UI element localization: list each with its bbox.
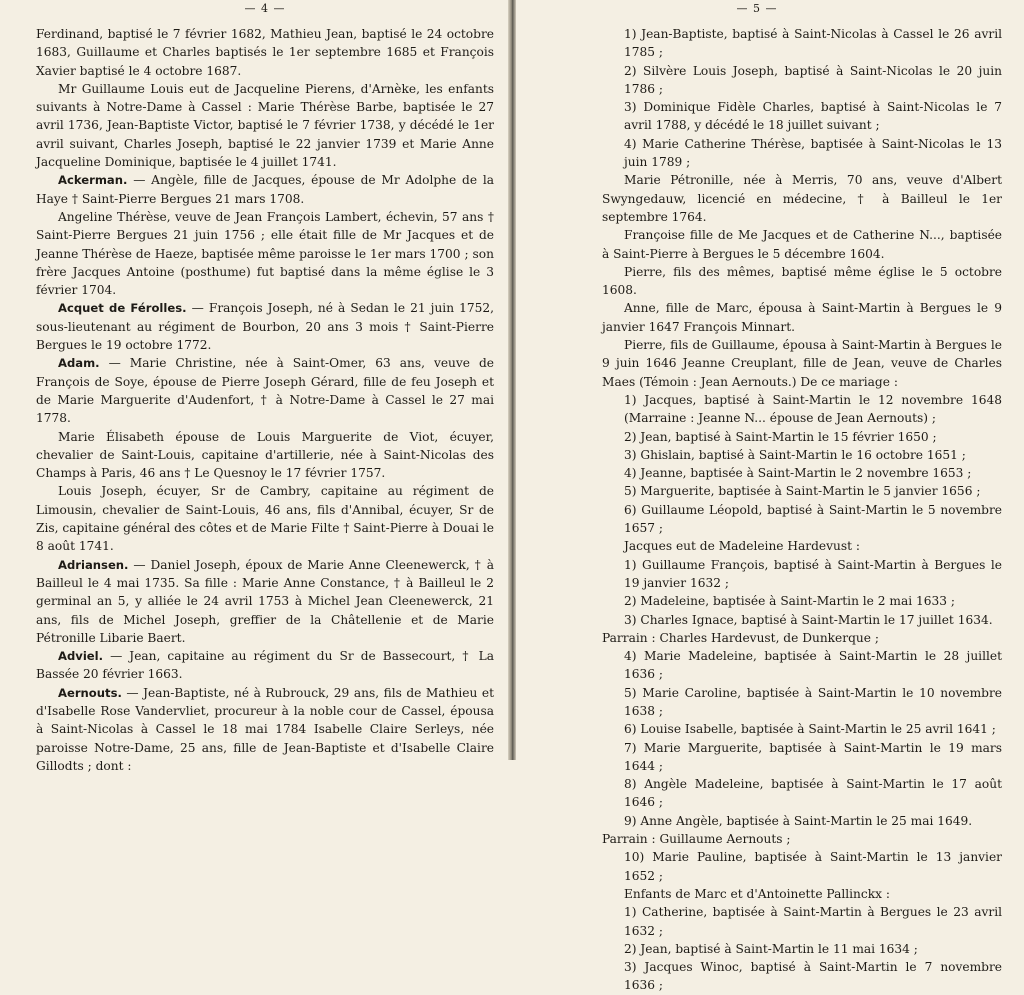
left-page-body (36, 25, 494, 775)
right-page-paragraph (602, 135, 1002, 172)
paragraph-text: 3) Dominique Fidèle Charles, baptisé à Saint-Nicolas le 7 avril 1788, y décédé le 18 juillet suivant ; (624, 100, 1002, 133)
right-page-paragraph (602, 958, 1002, 995)
right-page-paragraph (602, 98, 1002, 135)
right-page-paragraph (602, 336, 1002, 391)
paragraph-text: — Jean, capitaine au régiment du Sr de Bassecourt, † La Bassée 20 février 1663. (36, 649, 494, 682)
entry-heading: Aernouts. (58, 685, 122, 700)
paragraph-text: 1) Guillaume François, baptisé à Saint-Martin à Bergues le 19 janvier 1632 ; (624, 557, 1002, 590)
paragraph-text: — Angèle, fille de Jacques, épouse de Mr Adolphe de la Haye † Saint-Pierre Bergues 21 mars 1708. (36, 173, 494, 206)
paragraph-text: Parrain : Guillaume Aernouts ; (602, 832, 791, 847)
right-page-paragraph (602, 446, 1002, 464)
paragraph-text: 3) Charles Ignace, baptisé à Saint-Martin le 17 juillet 1634. (624, 612, 993, 627)
paragraph-text: 6) Louise Isabelle, baptisée à Saint-Martin le 25 avril 1641 ; (624, 722, 996, 737)
paragraph-text: — François Joseph, né à Sedan le 21 juin 1752, sous-lieutenant au régiment de Bourbon, 20 ans 3 mois † Saint-Pierre Bergues le 19 octobre 1772. (36, 301, 495, 353)
right-page-paragraph (602, 775, 1002, 812)
paragraph-text: Enfants de Marc et d'Antoinette Pallinckx : (624, 886, 890, 901)
paragraph-text: Louis Joseph, écuyer, Sr de Cambry, capitaine au régiment de Limousin, chevalier de Saint-Louis, 46 ans, fils d'Annibal, écuyer, Sr de Zis, capitaine général des côtes et de Marie Filte † Saint-Pierre à Douai le 8 août 1741. (36, 484, 494, 554)
paragraph-text: 2) Jean, baptisé à Saint-Martin le 11 mai 1634 ; (624, 941, 918, 956)
paragraph-text: 5) Marguerite, baptisée à Saint-Martin le 5 janvier 1656 ; (624, 484, 981, 499)
entry-heading: Ackerman. (58, 173, 128, 188)
paragraph-text: 10) Marie Pauline, baptisée à Saint-Martin le 13 janvier 1652 ; (624, 850, 1002, 883)
right-page-paragraph (602, 62, 1002, 99)
right-page-paragraph (602, 629, 1002, 647)
paragraph-text: Marie Pétronille, née à Merris, 70 ans, veuve d'Albert Swyngedauw, licencié en médecine, † à Bailleul le 1er septembre 1764. (602, 173, 1002, 224)
paragraph-text: 5) Marie Caroline, baptisée à Saint-Martin le 10 novembre 1638 ; (624, 685, 1002, 718)
paragraph-text: Parrain : Charles Hardevust, de Dunkerque ; (602, 630, 879, 645)
right-page-paragraph (602, 263, 1002, 300)
paragraph-text: 1) Catherine, baptisée à Saint-Martin à Bergues le 23 avril 1632 ; (624, 905, 1002, 938)
paragraph-text: 6) Guillaume Léopold, baptisé à Saint-Martin le 5 novembre 1657 ; (624, 502, 1002, 536)
left-page-paragraph (36, 208, 494, 299)
left-page-paragraph (36, 428, 494, 483)
paragraph-text: 3) Jacques Winoc, baptisé à Saint-Martin le 7 novembre 1636 ; (624, 960, 1002, 993)
entry-heading: Adam. (58, 356, 100, 371)
paragraph-text: — Daniel Joseph, époux de Marie Anne Cleenewerck, † à Bailleul le 4 mai 1735. Sa fille : Marie Anne Constance, † à Bailleul le 2 germinal an 5, y alliée le 24 avril 1753 à Michel Jean Cleenewerck, 21 ans, fils de Michel Joseph, greffier de la Châtellenie et de Marie Pétronille Libarie Baert. (36, 557, 494, 645)
right-page-paragraph (602, 903, 1002, 940)
paragraph-text: 1) Jacques, baptisé à Saint-Martin le 12 novembre 1648 (Marraine : Jeanne N... épouse de Jean Aernouts) ; (624, 392, 1002, 426)
paragraph-text: 9) Anne Angèle, baptisée à Saint-Martin le 25 mai 1649. (624, 813, 973, 828)
entry-heading: Acquet de Férolles. (58, 301, 187, 316)
paragraph-text: 4) Marie Madeleine, baptisée à Saint-Martin le 28 juillet 1636 ; (624, 649, 1002, 682)
page-number-right: — 5 — (736, 2, 778, 15)
right-page-paragraph (602, 940, 1002, 958)
paragraph-text: Pierre, fils de Guillaume, épousa à Saint-Martin à Bergues le 9 juin 1646 Jeanne Creuplant, fille de Jean, veuve de Charles Maes (Témoin : Jean Aernouts.) De ce mariage : (602, 338, 1002, 389)
left-page-paragraph (36, 25, 494, 80)
paragraph-text: Mr Guillaume Louis eut de Jacqueline Pierens, d'Arnèke, les enfants suivants à Notre-Dame à Cassel : Marie Thérèse Barbe, baptisée le 27 avril 1736, Jean-Baptiste Victor, baptisé le 7 février 1738, y décédé le 1er avril suivant, Charles Joseph, baptisé le 22 janvier 1739 et Marie Anne Jacqueline Dominique, baptisée le 4 juillet 1741. (36, 81, 494, 170)
left-page-paragraph (36, 80, 494, 171)
right-page-paragraph (602, 611, 1002, 629)
paragraph-text: — Jean-Baptiste, né à Rubrouck, 29 ans, fils de Mathieu et d'Isabelle Rose Vandervliet, procureur à la noble cour de Cassel, épousa à Saint-Nicolas à Cassel le 18 mai 1784 Isabelle Claire Serleys, née paroisse Notre-Dame, 25 ans, fille de Jean-Baptiste et d'Isabelle Claire Gillodts ; dont : (36, 685, 494, 773)
right-page-paragraph (602, 501, 1002, 538)
left-page (0, 0, 508, 773)
right-page-paragraph (602, 537, 1002, 555)
right-page (508, 0, 1024, 993)
right-page-paragraph (602, 812, 1002, 830)
paragraph-text: 7) Marie Marguerite, baptisée à Saint-Martin le 19 mars 1644 ; (624, 740, 1002, 773)
entry-heading: Adriansen. (58, 557, 129, 572)
paragraph-text: 2) Silvère Louis Joseph, baptisé à Saint-Nicolas le 20 juin 1786 ; (624, 63, 1002, 96)
right-page-paragraph (602, 647, 1002, 684)
right-page-paragraph (602, 171, 1002, 226)
right-page-paragraph (602, 556, 1002, 593)
paragraph-text: 2) Madeleine, baptisée à Saint-Martin le 2 mai 1633 ; (624, 594, 955, 609)
paragraph-text: Angeline Thérèse, veuve de Jean François Lambert, échevin, 57 ans † Saint-Pierre Bergues 21 juin 1756 ; elle était fille de Mr Jacques et de Jeanne Thérèse de Haeze, baptisée même paroisse le 1er mars 1700 ; son frère Jacques Antoine (posthume) fut baptisé dans la même église le 3 février 1704. (36, 209, 494, 298)
paragraph-text: — Marie Christine, née à Saint-Omer, 63 ans, veuve de François de Soye, épouse de Pierre Joseph Gérard, fille de feu Joseph et de Marie Marguerite d'Audenfort, † à Notre-Dame à Cassel le 27 mai 1778. (36, 356, 494, 426)
right-page-paragraph (602, 482, 1002, 500)
left-page-paragraph (36, 482, 494, 555)
entry-heading: Adviel. (58, 649, 104, 664)
paragraph-text: Françoise fille de Me Jacques et de Catherine N..., baptisée à Saint-Pierre à Bergues le 5 décembre 1604. (602, 228, 1002, 261)
left-page-paragraph (36, 299, 494, 354)
right-page-paragraph (602, 830, 1002, 848)
right-page-paragraph (602, 299, 1002, 336)
paragraph-text: 8) Angèle Madeleine, baptisée à Saint-Martin le 17 août 1646 ; (624, 777, 1002, 810)
right-page-paragraph (602, 464, 1002, 482)
right-page-paragraph (602, 848, 1002, 885)
right-page-paragraph (602, 684, 1002, 721)
paragraph-text: Jacques eut de Madeleine Hardevust : (624, 539, 860, 554)
paragraph-text: 2) Jean, baptisé à Saint-Martin le 15 février 1650 ; (624, 429, 937, 444)
paragraph-text: Anne, fille de Marc, épousa à Saint-Martin à Bergues le 9 janvier 1647 François Minnart. (602, 301, 1002, 334)
left-page-paragraph (36, 647, 494, 684)
right-page-paragraph (602, 25, 1002, 62)
page-number-left: — 4 — (244, 2, 286, 15)
left-page-paragraph (36, 171, 494, 208)
right-page-paragraph (602, 226, 1002, 263)
paragraph-text: 3) Ghislain, baptisé à Saint-Martin le 16 octobre 1651 ; (624, 447, 966, 462)
right-page-paragraph (602, 391, 1002, 428)
paragraph-text: 4) Marie Catherine Thérèse, baptisée à Saint-Nicolas le 13 juin 1789 ; (624, 136, 1002, 170)
paragraph-text: Pierre, fils des mêmes, baptisé même église le 5 octobre 1608. (602, 264, 1002, 298)
paragraph-text: 4) Jeanne, baptisée à Saint-Martin le 2 novembre 1653 ; (624, 466, 972, 481)
right-page-paragraph (602, 720, 1002, 738)
right-page-body (602, 25, 1002, 995)
right-page-paragraph (602, 592, 1002, 610)
paragraph-text: Ferdinand, baptisé le 7 février 1682, Mathieu Jean, baptisé le 24 octobre 1683, Guillaume et Charles baptisés le 1er septembre 1685 et François Xavier baptisé le 4 octobre 1687. (36, 27, 494, 78)
right-page-paragraph (602, 885, 1002, 903)
right-page-paragraph (602, 428, 1002, 446)
paragraph-text: 1) Jean-Baptiste, baptisé à Saint-Nicolas à Cassel le 26 avril 1785 ; (624, 27, 1002, 60)
right-page-paragraph (602, 739, 1002, 776)
paragraph-text: Marie Élisabeth épouse de Louis Marguerite de Viot, écuyer, chevalier de Saint-Louis, capitaine d'artillerie, née à Saint-Nicolas des Champs à Paris, 46 ans † Le Quesnoy le 17 février 1757. (36, 429, 494, 481)
left-page-paragraph (36, 684, 494, 775)
left-page-paragraph (36, 556, 494, 647)
left-page-paragraph (36, 354, 494, 427)
